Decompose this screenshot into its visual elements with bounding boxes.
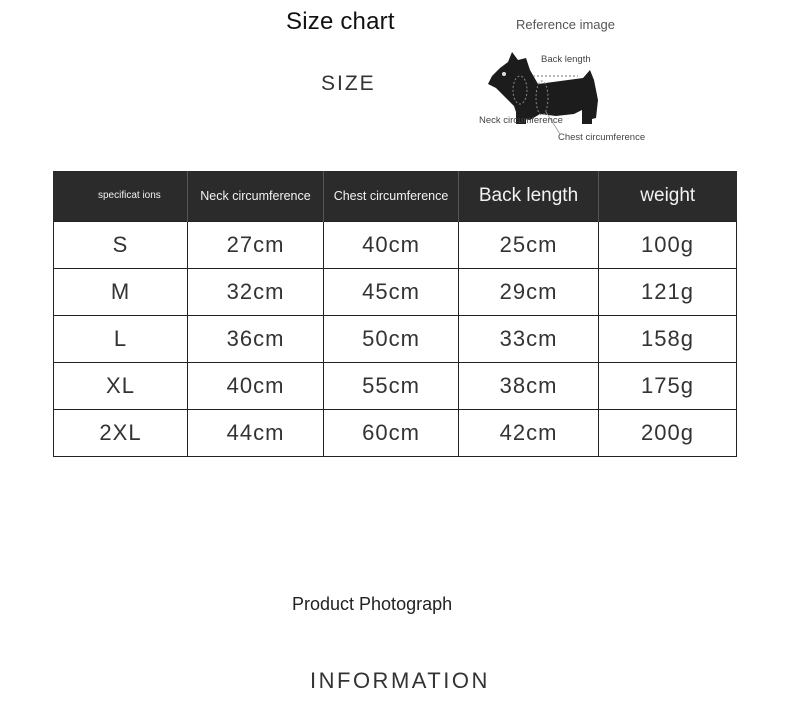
page-title: Size chart bbox=[286, 8, 395, 35]
section-subtitle: SIZE bbox=[321, 72, 376, 95]
cell-chest: 40cm bbox=[324, 222, 459, 269]
header-neck-circumference: Neck circumference bbox=[188, 171, 324, 222]
cell-weight: 121g bbox=[599, 269, 737, 316]
cell-back: 42cm bbox=[459, 410, 599, 457]
cell-chest: 55cm bbox=[324, 363, 459, 410]
size-table bbox=[53, 171, 737, 457]
cell-weight: 100g bbox=[599, 222, 737, 269]
table-row bbox=[54, 316, 737, 363]
reference-image-title: Reference image bbox=[516, 17, 615, 32]
back-length-label: Back length bbox=[541, 54, 591, 65]
cell-weight: 158g bbox=[599, 316, 737, 363]
cell-size: 2XL bbox=[54, 410, 188, 457]
header-chest-circumference: Chest circumference bbox=[324, 171, 459, 222]
cell-chest: 60cm bbox=[324, 410, 459, 457]
neck-circumference-label: Neck circumference bbox=[479, 115, 563, 126]
cell-chest: 45cm bbox=[324, 269, 459, 316]
cell-size: L bbox=[54, 316, 188, 363]
cell-chest: 50cm bbox=[324, 316, 459, 363]
table-row bbox=[54, 363, 737, 410]
cell-size: XL bbox=[54, 363, 188, 410]
cell-size: M bbox=[54, 269, 188, 316]
cell-neck: 36cm bbox=[188, 316, 324, 363]
product-photograph-title: Product Photograph bbox=[292, 594, 453, 614]
cell-back: 38cm bbox=[459, 363, 599, 410]
cell-back: 29cm bbox=[459, 269, 599, 316]
cell-neck: 27cm bbox=[188, 222, 324, 269]
chest-circumference-label: Chest circumference bbox=[558, 132, 646, 143]
table-row bbox=[54, 269, 737, 316]
header-back-length: Back length bbox=[459, 171, 599, 222]
header-weight: weight bbox=[599, 171, 737, 222]
cell-weight: 200g bbox=[599, 410, 737, 457]
cell-back: 33cm bbox=[459, 316, 599, 363]
cell-back: 25cm bbox=[459, 222, 599, 269]
information-title: INFORMATION bbox=[310, 668, 490, 693]
table-header-row bbox=[54, 171, 737, 222]
cell-neck: 40cm bbox=[188, 363, 324, 410]
table-row bbox=[54, 410, 737, 457]
cell-weight: 175g bbox=[599, 363, 737, 410]
table-row bbox=[54, 222, 737, 269]
cell-size: S bbox=[54, 222, 188, 269]
cell-neck: 44cm bbox=[188, 410, 324, 457]
header-specifications: specificat ions bbox=[54, 171, 188, 222]
cell-neck: 32cm bbox=[188, 269, 324, 316]
